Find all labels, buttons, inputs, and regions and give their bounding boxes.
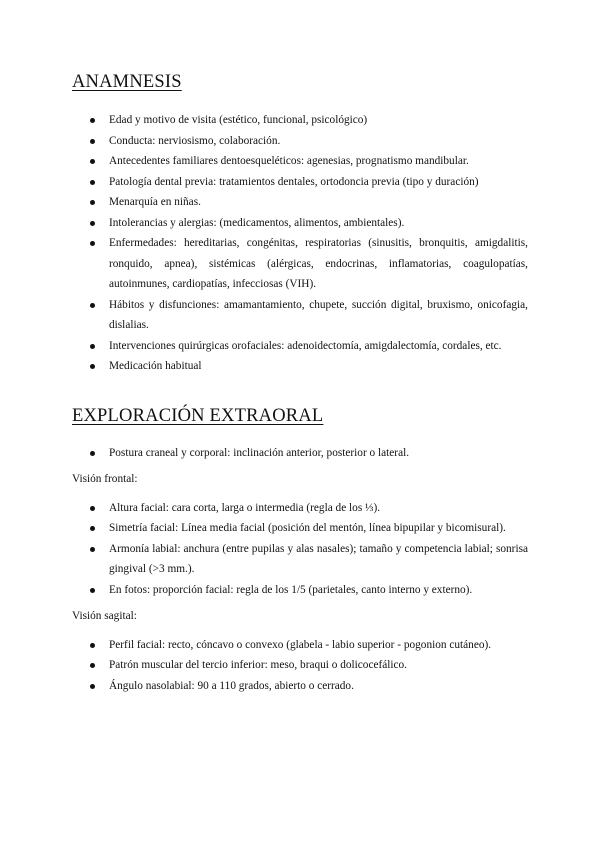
list-item: Antecedentes familiares dentoesqueléticos: agenesias, prognatismo mandibular. <box>72 151 528 172</box>
list-item: Edad y motivo de visita (estético, funcional, psicológico) <box>72 110 528 131</box>
list-item: Patrón muscular del tercio inferior: meso, braqui o dolicocefálico. <box>72 655 528 676</box>
document-content <box>72 72 528 696</box>
list-item: Hábitos y disfunciones: amamantamiento, chupete, succión digital, bruxismo, onicofagia, dislalias. <box>72 295 528 336</box>
list-item: Patología dental previa: tratamientos dentales, ortodoncia previa (tipo y duración) <box>72 172 528 193</box>
exploracion-intro-list <box>72 443 528 464</box>
sagital-subheading: Visión sagital: <box>72 610 137 622</box>
list-item: Intolerancias y alergias: (medicamentos, alimentos, ambientales). <box>72 213 528 234</box>
list-item: Armonía labial: anchura (entre pupilas y alas nasales); tamaño y competencia labial; sonrisa gingival (>3 mm.). <box>72 539 528 580</box>
exploracion-heading: EXPLORACIÓN EXTRAORAL <box>72 405 324 426</box>
list-item: Medicación habitual <box>72 356 528 377</box>
list-item: Postura craneal y corporal: inclinación anterior, posterior o lateral. <box>72 443 528 464</box>
list-item: En fotos: proporción facial: regla de los 1/5 (parietales, canto interno y externo). <box>72 580 528 601</box>
frontal-list <box>72 498 528 601</box>
sagital-list <box>72 635 528 697</box>
list-item: Conducta: nerviosismo, colaboración. <box>72 131 528 152</box>
list-item: Menarquía en niñas. <box>72 192 528 213</box>
list-item: Perfil facial: recto, cóncavo o convexo (glabela - labio superior - pogonion cutáneo). <box>72 635 528 656</box>
anamnesis-heading: ANAMNESIS <box>72 72 182 92</box>
list-item: Enfermedades: hereditarias, congénitas, respiratorias (sinusitis, bronquitis, amigdalitis, ronquido, apnea), sistémicas (alérgicas, endocrinas, inflamatorias, coagulopatías, autoinmunes, cardiopatías, infecciosas (VIH). <box>72 233 528 295</box>
list-item: Intervenciones quirúrgicas orofaciales: adenoidectomía, amigdalectomía, cordales, etc. <box>72 336 528 357</box>
list-item: Simetría facial: Línea media facial (posición del mentón, línea bipupilar y bicomisural). <box>72 518 528 539</box>
anamnesis-list <box>72 110 528 377</box>
list-item: Altura facial: cara corta, larga o intermedia (regla de los ⅓). <box>72 498 528 519</box>
list-item: Ángulo nasolabial: 90 a 110 grados, abierto o cerrado. <box>72 676 528 697</box>
frontal-subheading: Visión frontal: <box>72 473 138 485</box>
